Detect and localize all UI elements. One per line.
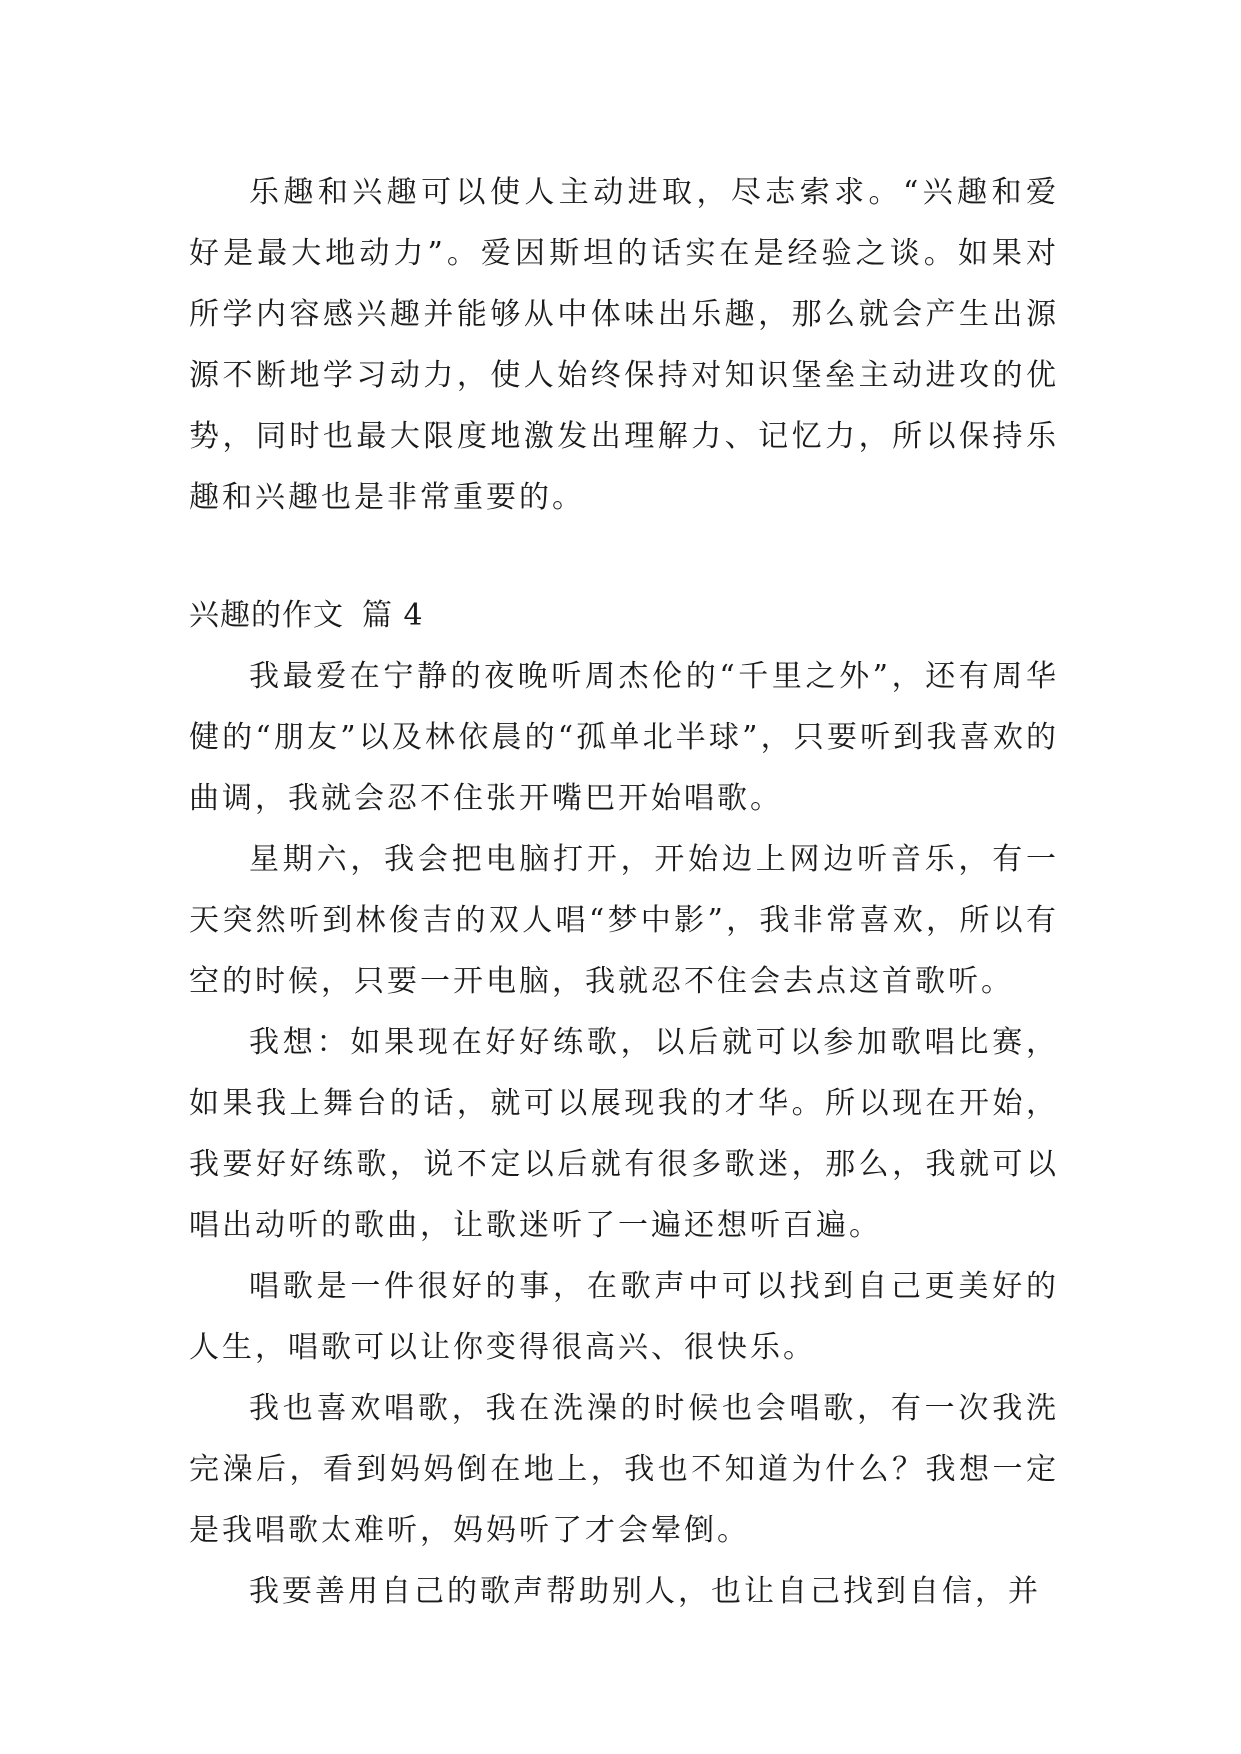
paragraph-1: 我最爱在宁静的夜晚听周杰伦的“千里之外”，还有周华健的“朋友”以及林依晨的“孤单北半球”，只要听到我喜欢的曲调，我就会忍不住张开嘴巴开始唱歌。 [189,659,1059,816]
document-body [189,162,1059,1622]
section-title-text: 兴趣的作文 [189,598,344,633]
paragraph-3: 我想：如果现在好好练歌，以后就可以参加歌唱比赛，如果我上舞台的话，就可以展现我的才华。所以现在开始，我要好好练歌，说不定以后就有很多歌迷，那么，我就可以唱出动听的歌曲，让歌迷听了一遍还想听百遍。 [189,1025,1059,1243]
section-number-label: 篇 4 [362,598,424,633]
paragraph-6: 我要善用自己的歌声帮助别人，也让自己找到自信，并 [249,1574,1041,1609]
paragraph-4: 唱歌是一件很好的事，在歌声中可以找到自己更美好的人生，唱歌可以让你变得很高兴、很快乐。 [189,1269,1059,1365]
paragraph-5: 我也喜欢唱歌，我在洗澡的时候也会唱歌，有一次我洗完澡后，看到妈妈倒在地上，我也不知道为什么？我想一定是我唱歌太难听，妈妈听了才会晕倒。 [189,1391,1059,1548]
paragraph-intro: 乐趣和兴趣可以使人主动进取，尽志索求。“兴趣和爱好是最大地动力”。爱因斯坦的话实在是经验之谈。如果对所学内容感兴趣并能够从中体味出乐趣，那么就会产生出源源不断地学习动力，使人始终保持对知识堡垒主动进攻的优势，同时也最大限度地激发出理解力、记忆力，所以保持乐趣和兴趣也是非常重要的。 [189,175,1059,515]
section-heading [189,585,1059,646]
paragraph-2: 星期六，我会把电脑打开，开始边上网边听音乐，有一天突然听到林俊吉的双人唱“梦中影”，我非常喜欢，所以有空的时候，只要一开电脑，我就忍不住会去点这首歌听。 [189,842,1059,999]
